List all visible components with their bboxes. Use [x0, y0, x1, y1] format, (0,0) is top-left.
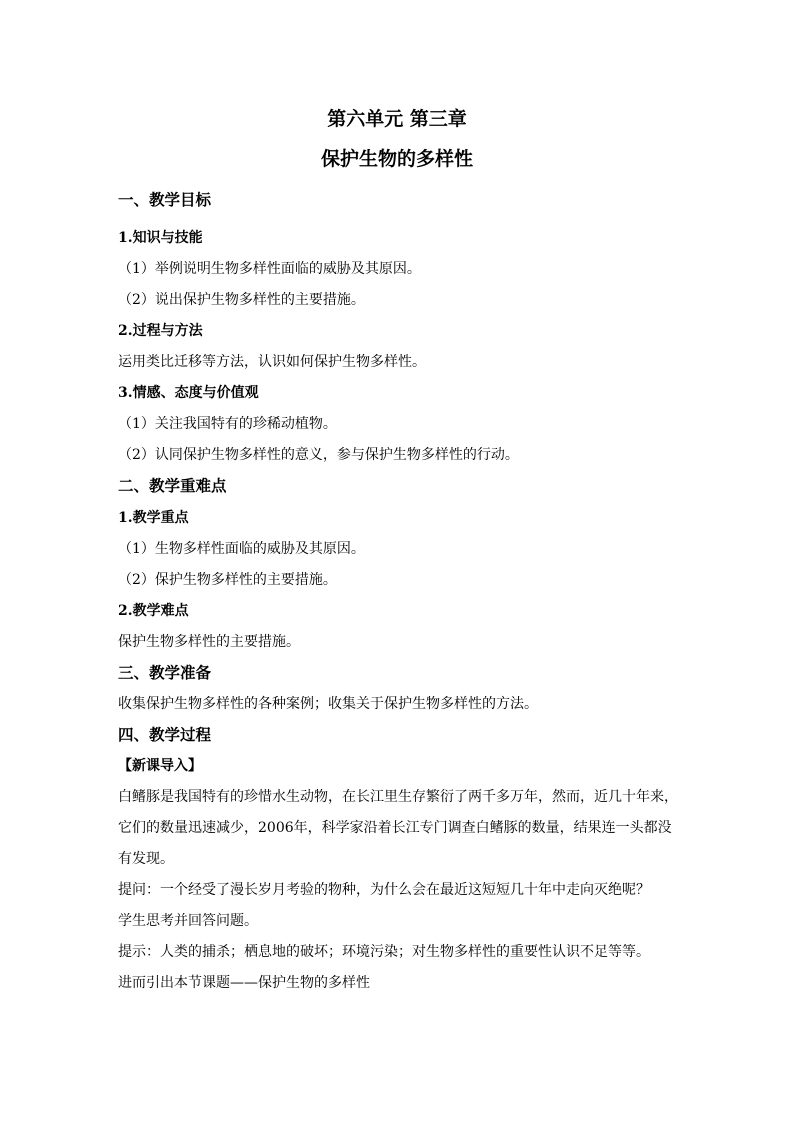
subheading-focus: 1.教学重点 — [118, 510, 189, 526]
hint-text: 提示：人类的捕杀；栖息地的破坏；环境污染；对生物多样性的重要性认识不足等等。 — [118, 944, 650, 960]
chapter-title: 第六单元 第三章 — [327, 108, 467, 130]
subheading-process-method: 2.过程与方法 — [118, 323, 203, 339]
paragraph-line: 白鳍豚是我国特有的珍惜水生动物，在长江里生存繁衍了两千多万年，然而，近几十年来， — [118, 789, 678, 805]
list-item: （2）说出保护生物多样性的主要措施。 — [118, 292, 365, 308]
list-item: （1）生物多样性面临的威胁及其原因。 — [118, 541, 365, 557]
body-text: 收集保护生物多样性的各种案例；收集关于保护生物多样性的方法。 — [118, 696, 538, 712]
paragraph-line: 有发现。 — [118, 851, 174, 867]
body-text: 运用类比迁移等方法，认识如何保护生物多样性。 — [118, 354, 426, 370]
section-heading-preparation: 三、教学准备 — [118, 663, 212, 682]
paragraph-line: 它们的数量迅速减少，2006年，科学家沿着长江专门调查白鳍豚的数量，结果连一头都没 — [118, 820, 672, 836]
body-text: 保护生物多样性的主要措施。 — [118, 634, 300, 650]
lesson-title: 保护生物的多样性 — [320, 148, 473, 170]
list-item: （1）关注我国特有的珍稀动植物。 — [118, 416, 337, 432]
section-heading-key-points: 二、教学重难点 — [118, 476, 227, 495]
subheading-attitude-values: 3.情感、态度与价值观 — [118, 385, 259, 401]
intro-label: 【新课导入】 — [118, 758, 202, 774]
subheading-difficulty: 2.教学难点 — [118, 603, 189, 619]
section-heading-objectives: 一、教学目标 — [118, 190, 212, 209]
student-activity-text: 学生思考并回答问题。 — [118, 913, 258, 929]
list-item: （1）举例说明生物多样性面临的威胁及其原因。 — [118, 261, 421, 277]
subheading-knowledge-skills: 1.知识与技能 — [118, 230, 203, 246]
question-text: 提问：一个经受了漫长岁月考验的物种，为什么会在最近这短短几十年中走向灭绝呢？ — [118, 882, 650, 898]
lead-in-text: 进而引出本节课题——保护生物的多样性 — [118, 975, 370, 991]
list-item: （2）保护生物多样性的主要措施。 — [118, 572, 337, 588]
section-heading-process: 四、教学过程 — [118, 725, 212, 744]
list-item: （2）认同保护生物多样性的意义，参与保护生物多样性的行动。 — [118, 447, 519, 463]
